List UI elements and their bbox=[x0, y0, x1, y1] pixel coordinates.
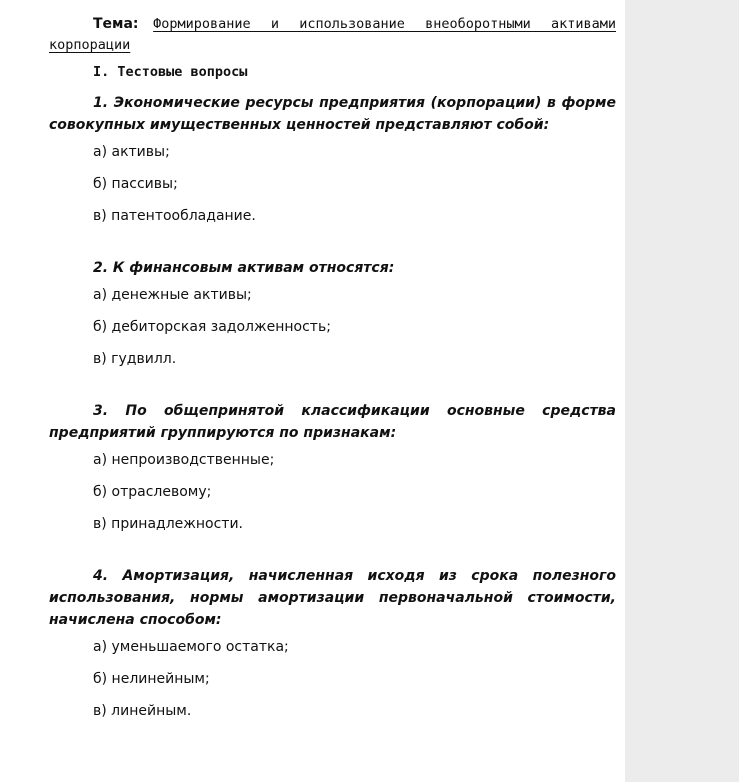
question-block-4 bbox=[49, 565, 616, 721]
topic-label: Тема: bbox=[93, 16, 139, 32]
answer-option: в) гудвилл. bbox=[93, 351, 177, 367]
answer-option: б) дебиторская задолженность; bbox=[93, 319, 331, 335]
answer-option: а) активы; bbox=[93, 144, 170, 160]
answer-option: а) денежные активы; bbox=[93, 287, 252, 303]
document-content bbox=[49, 14, 616, 752]
question-block-2 bbox=[49, 257, 616, 369]
answer-option: в) принадлежности. bbox=[93, 516, 244, 532]
question-text: 1. Экономические ресурсы предприятия (корпорации) в форме совокупных имущественных ценностей представляют собой: bbox=[49, 95, 616, 133]
answer-option: б) нелинейным; bbox=[93, 671, 210, 687]
answer-option: а) уменьшаемого остатка; bbox=[93, 639, 289, 655]
section-title: I. Тестовые вопросы bbox=[93, 64, 248, 80]
question-text: 4. Амортизация, начисленная исходя из срока полезного использования, нормы амортизации первоначальной стоимости, начислена способом: bbox=[49, 568, 616, 628]
answer-option: б) отраслевому; bbox=[93, 484, 212, 500]
answer-option: б) пассивы; bbox=[93, 176, 178, 192]
question-text: 3. По общепринятой классификации основные средства предприятий группируются по признакам: bbox=[49, 403, 616, 441]
answer-option: в) линейным. bbox=[93, 703, 192, 719]
question-block-3 bbox=[49, 400, 616, 534]
topic-line bbox=[49, 14, 616, 56]
topic-title: Формирование и использование внеоборотными активами корпорации bbox=[49, 16, 617, 53]
question-block-1 bbox=[49, 92, 616, 226]
answer-option: а) непроизводственные; bbox=[93, 452, 275, 468]
answer-option: в) патентообладание. bbox=[93, 208, 256, 224]
page-gutter bbox=[625, 0, 739, 782]
question-text: 2. К финансовым активам относятся: bbox=[93, 260, 395, 276]
